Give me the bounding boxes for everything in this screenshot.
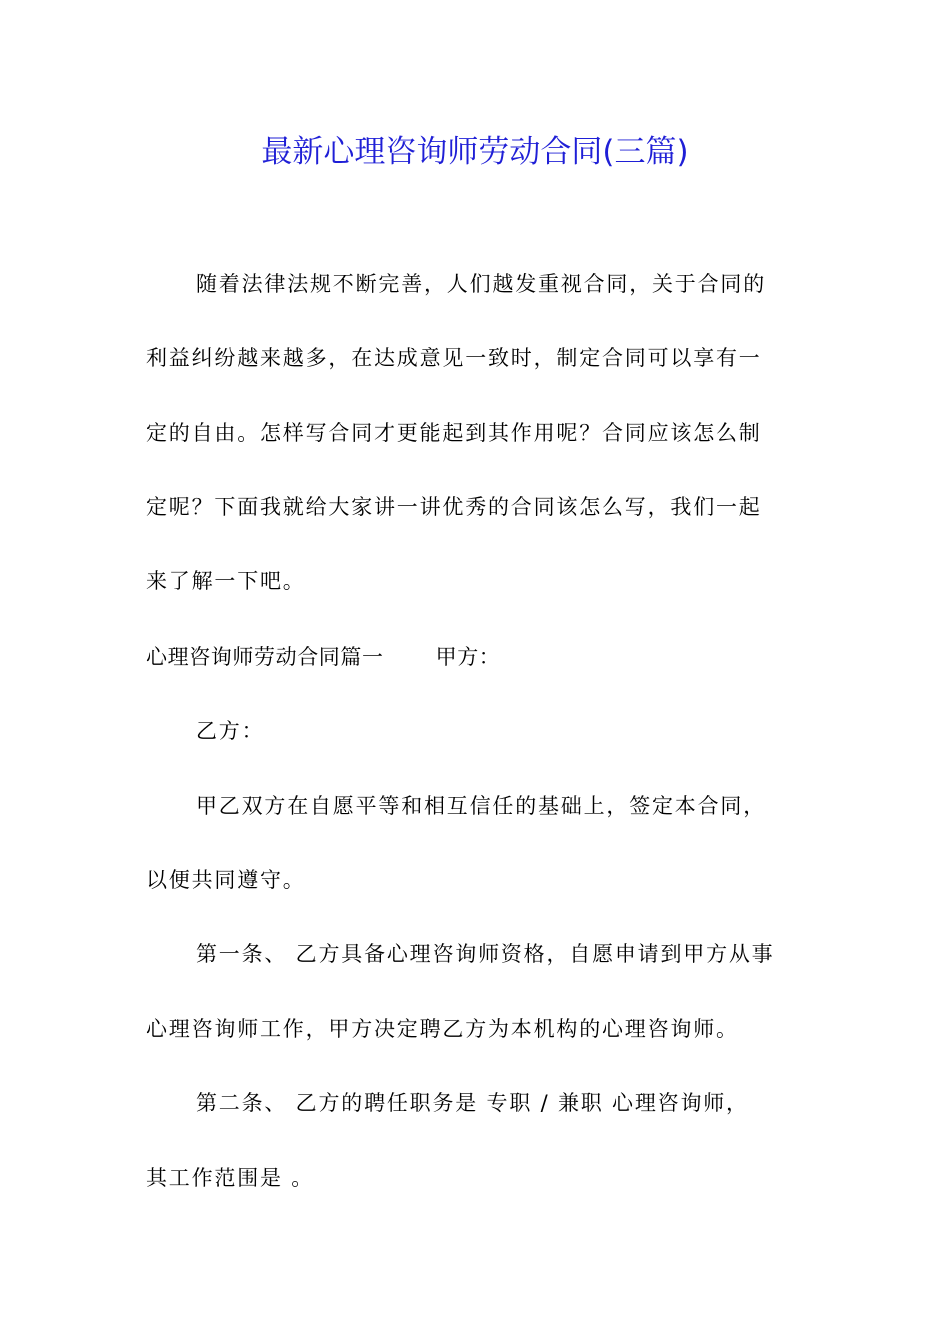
intro-line-4: 定呢？下面我就给大家讲一讲优秀的合同该怎么写，我们一起 <box>146 495 762 519</box>
para1-line-2: 以便共同遵守。 <box>146 868 306 892</box>
article1-line-1: 第一条、 乙方具备心理咨询师资格，自愿申请到甲方从事 <box>196 942 775 966</box>
section-heading: 心理咨询师劳动合同篇一 <box>146 645 384 669</box>
party-a-label: 甲方： <box>435 645 501 669</box>
document-title: 最新心理咨询师劳动合同(三篇) <box>261 134 689 170</box>
intro-line-5: 来了解一下吧。 <box>146 569 306 593</box>
intro-line-3: 定的自由。怎样写合同才更能起到其作用呢？合同应该怎么制 <box>146 421 762 445</box>
party-b-label: 乙方： <box>196 719 265 743</box>
section-heading-row <box>146 641 500 673</box>
intro-line-2: 利益纠纷越来越多，在达成意见一致时，制定合同可以享有一 <box>146 346 762 370</box>
article2-line-2: 其工作范围是 。 <box>146 1166 315 1190</box>
article1-line-2: 心理咨询师工作，甲方决定聘乙方为本机构的心理咨询师。 <box>146 1017 739 1041</box>
intro-line-1: 随着法律法规不断完善，人们越发重视合同，关于合同的 <box>196 272 766 296</box>
para1-line-1: 甲乙双方在自愿平等和相互信任的基础上，签定本合同， <box>196 794 766 818</box>
article2-line-1: 第二条、 乙方的聘任职务是 专职 / 兼职 心理咨询师， <box>196 1091 749 1115</box>
